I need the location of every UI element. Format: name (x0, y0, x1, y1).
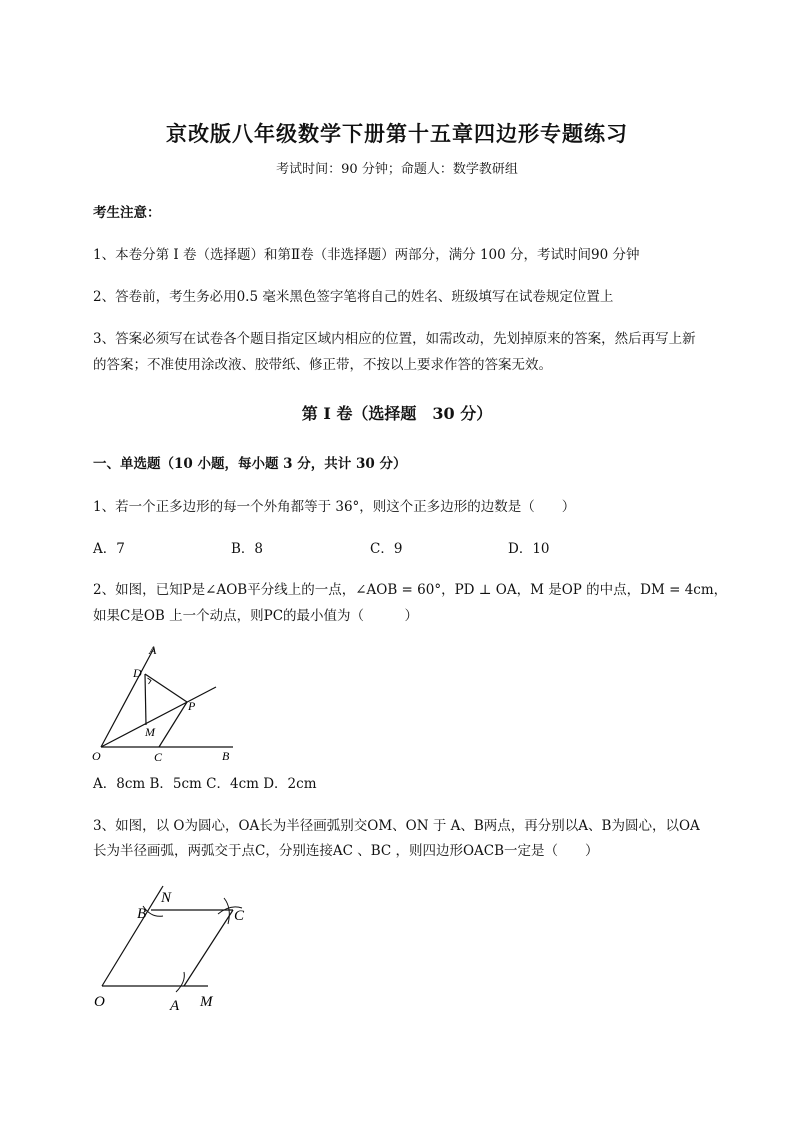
segment-ac (184, 910, 233, 986)
notice-heading: 考生注意： (93, 205, 161, 221)
label-b: B (222, 749, 230, 763)
section-heading: 第 I 卷（选择题 30 分） (301, 404, 493, 423)
label-o: O (94, 994, 105, 1010)
right-angle-mark (148, 678, 152, 684)
segment-pd (145, 674, 187, 702)
arc-a (176, 972, 184, 992)
notice-item-3-line-2: 的答案；不准使用涂改液、胶带纸、修正带，不按以上要求作答的答案无效。 (93, 357, 552, 373)
page-title: 京改版八年级数学下册第十五章四边形专题练习 (166, 121, 628, 146)
question-1-text: 1、若一个正多边形的每一个外角都等于 36°，则这个正多边形的边数是（ ） (93, 499, 576, 515)
label-c: C (154, 750, 163, 764)
question-2-line-1: 2、如图，已知P是∠AOB平分线上的一点，∠AOB = 60°，PD ⊥ OA，M 是OP 的中点，DM = 4cm， (93, 582, 728, 598)
label-b: B (137, 906, 147, 922)
label-d: D (133, 666, 142, 680)
notice-item-2: 2、答卷前，考生务必用0.5 毫米黑色签字笔将自己的姓名、班级填写在试卷规定位置上 (93, 289, 614, 305)
question-3-figure (88, 878, 258, 1018)
question-2-options: A．8cm B．5cm C．4cm D．2cm (93, 776, 317, 792)
segment-pc (159, 702, 187, 747)
question-1-option-a: A．7 (93, 541, 125, 557)
label-o: O (92, 749, 101, 763)
label-a: A (149, 643, 157, 657)
question-1-option-d: D．10 (508, 541, 550, 557)
question-2-line-2: 如果C是OB 上一个动点，则PC的最小值为（ ） (93, 608, 419, 624)
label-p: P (188, 699, 196, 713)
segment-dm (145, 674, 146, 725)
label-a: A (170, 998, 180, 1014)
question-3-line-2: 长为半径画弧，两弧交于点C，分别连接AC 、BC ，则四边形OACB一定是（ ） (93, 843, 599, 859)
ray-on (102, 886, 163, 986)
label-n: N (161, 890, 172, 906)
exam-info: 考试时间：90 分钟；命题人：数学教研组 (276, 162, 518, 177)
question-1-option-b: B．8 (231, 541, 264, 557)
notice-item-3-line-1: 3、答案必须写在试卷各个题目指定区域内相应的位置，如需改动，先划掉原来的答案，然后再写上新 (93, 331, 696, 347)
bisector-op (101, 687, 216, 747)
question-2-figure (88, 640, 248, 765)
part-heading: 一、单选题（10 小题，每小题 3 分，共计 30 分） (93, 456, 407, 472)
question-1-option-c: C．9 (370, 541, 403, 557)
label-m: M (200, 994, 213, 1010)
question-3-line-1: 3、如图，以 O为圆心，OA长为半径画弧别交OM、ON 于 A、B两点，再分别以A、B为圆心，以OA (93, 818, 700, 834)
label-m: M (145, 725, 155, 739)
notice-item-1: 1、本卷分第 I 卷（选择题）和第Ⅱ卷（非选择题）两部分，满分 100 分，考试时间90 分钟 (93, 247, 640, 263)
label-c: C (234, 908, 245, 924)
